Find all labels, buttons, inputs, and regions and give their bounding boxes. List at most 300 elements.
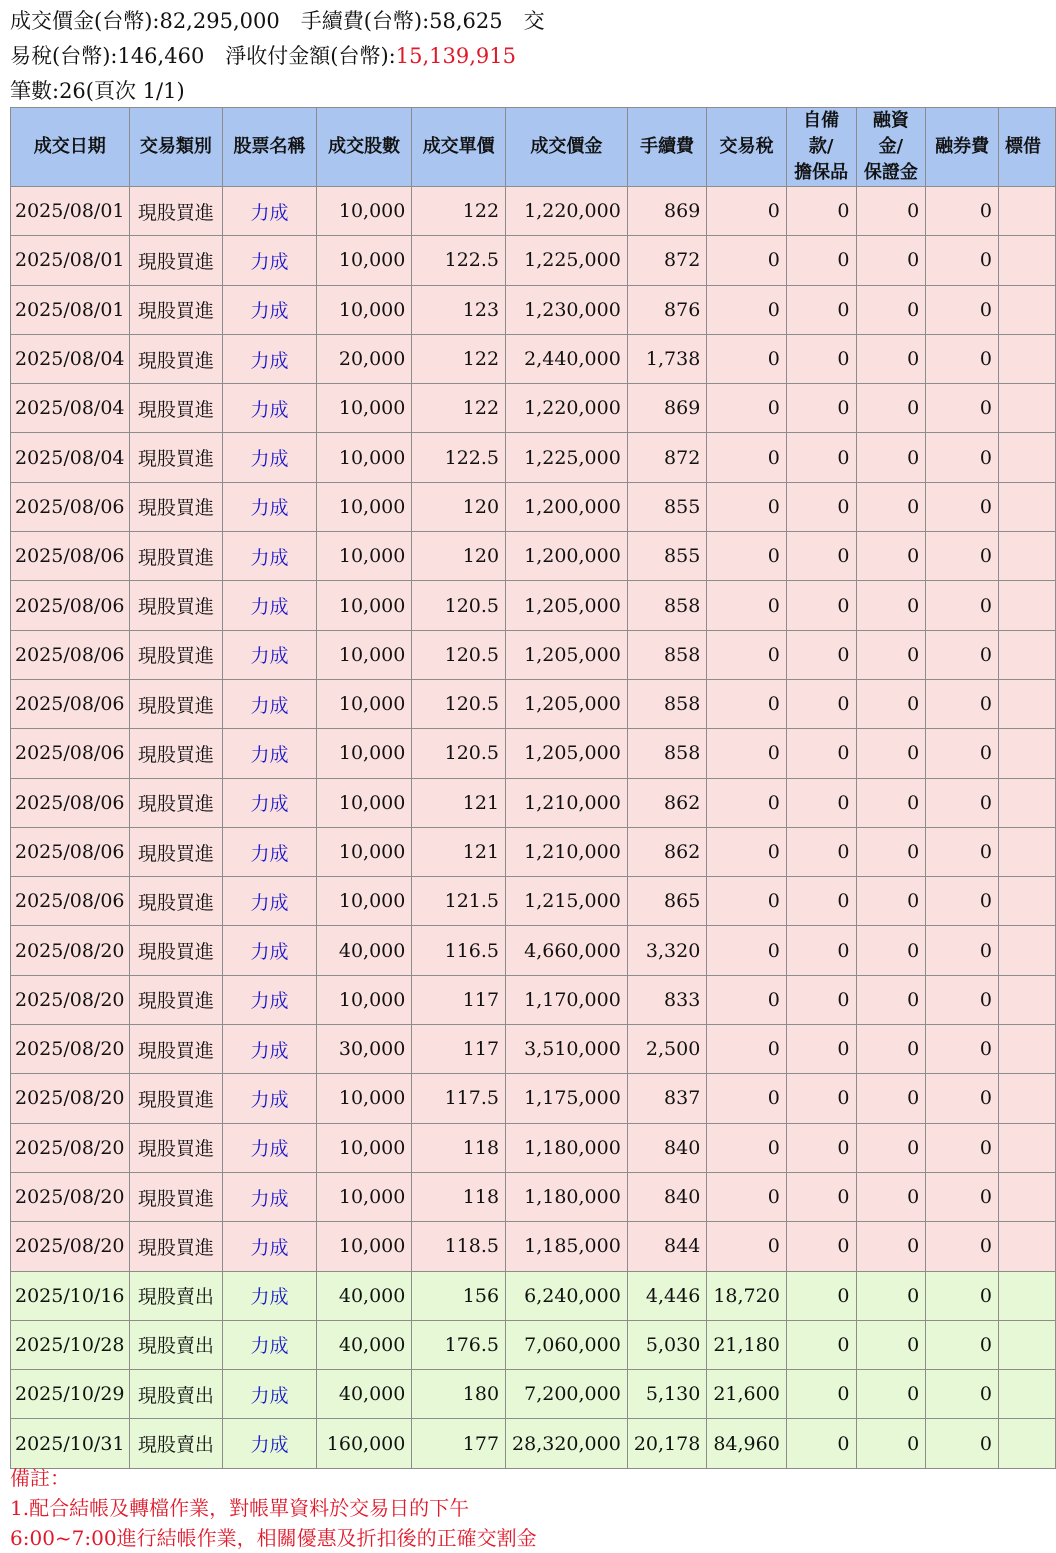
stock-name-link[interactable]: 力成	[223, 433, 317, 482]
header-trade-amount: 成交價金	[506, 108, 628, 187]
cell-fee: 1,738	[627, 334, 706, 383]
cell-trade-type: 現股買進	[129, 877, 223, 926]
cell-trade-amount: 1,215,000	[506, 877, 628, 926]
header-borrow: 標借	[998, 108, 1055, 187]
cell-shares: 10,000	[316, 630, 412, 679]
stock-name-link[interactable]: 力成	[223, 334, 317, 383]
cell-trade-amount: 6,240,000	[506, 1271, 628, 1320]
cell-unit-price: 120.5	[412, 630, 506, 679]
cell-trade-type: 現股買進	[129, 827, 223, 876]
stock-name-link[interactable]: 力成	[223, 1172, 317, 1221]
cell-tax: 0	[707, 1172, 786, 1221]
cell-tax: 0	[707, 679, 786, 728]
cell-margin: 0	[856, 975, 926, 1024]
cell-trade-date: 2025/10/28	[11, 1320, 130, 1369]
cell-trade-date: 2025/08/06	[11, 532, 130, 581]
notes-line-1-number: 1.	[10, 1496, 30, 1520]
cell-trade-amount: 1,170,000	[506, 975, 628, 1024]
table-row	[11, 433, 1056, 482]
stock-name-link[interactable]: 力成	[223, 482, 317, 531]
cell-borrow	[998, 1025, 1055, 1074]
cell-trade-date: 2025/10/31	[11, 1419, 130, 1468]
cell-shares: 10,000	[316, 285, 412, 334]
header-fee: 手續費	[627, 108, 706, 187]
cell-trade-amount: 1,200,000	[506, 482, 628, 531]
cell-own-funds: 0	[786, 482, 856, 531]
cell-shares: 10,000	[316, 384, 412, 433]
cell-trade-amount: 1,205,000	[506, 581, 628, 630]
cell-short-fee: 0	[926, 1222, 999, 1271]
cell-unit-price: 180	[412, 1370, 506, 1419]
net-amount-value: 15,139,915	[395, 44, 517, 68]
header-own-funds-collateral: 自備款/ 擔保品	[786, 108, 856, 187]
cell-trade-type: 現股買進	[129, 334, 223, 383]
cell-short-fee: 0	[926, 236, 999, 285]
cell-borrow	[998, 285, 1055, 334]
cell-trade-type: 現股買進	[129, 532, 223, 581]
cell-trade-type: 現股買進	[129, 236, 223, 285]
table-row	[11, 1271, 1056, 1320]
notes-line-1	[10, 1493, 537, 1523]
cell-trade-amount: 1,220,000	[506, 187, 628, 236]
stock-name-link[interactable]: 力成	[223, 1222, 317, 1271]
cell-borrow	[998, 778, 1055, 827]
table-row	[11, 187, 1056, 236]
cell-trade-type: 現股買進	[129, 433, 223, 482]
header-unit-price: 成交單價	[412, 108, 506, 187]
cell-trade-type: 現股買進	[129, 630, 223, 679]
table-row	[11, 1025, 1056, 1074]
cell-short-fee: 0	[926, 581, 999, 630]
cell-trade-amount: 1,205,000	[506, 729, 628, 778]
cell-tax: 0	[707, 630, 786, 679]
header-stock-name: 股票名稱	[223, 108, 317, 187]
cell-short-fee: 0	[926, 384, 999, 433]
cell-unit-price: 118.5	[412, 1222, 506, 1271]
stock-name-link[interactable]: 力成	[223, 581, 317, 630]
cell-trade-amount: 4,660,000	[506, 926, 628, 975]
cell-trade-type: 現股賣出	[129, 1419, 223, 1468]
cell-shares: 10,000	[316, 877, 412, 926]
trade-table-body	[11, 187, 1056, 1469]
cell-fee: 20,178	[627, 1419, 706, 1468]
cell-own-funds: 0	[786, 729, 856, 778]
cell-unit-price: 176.5	[412, 1320, 506, 1369]
cell-own-funds: 0	[786, 877, 856, 926]
cell-own-funds: 0	[786, 433, 856, 482]
cell-margin: 0	[856, 1320, 926, 1369]
cell-trade-amount: 1,210,000	[506, 827, 628, 876]
cell-trade-amount: 28,320,000	[506, 1419, 628, 1468]
table-row	[11, 926, 1056, 975]
cell-own-funds: 0	[786, 827, 856, 876]
cell-tax: 21,600	[707, 1370, 786, 1419]
cell-trade-date: 2025/08/20	[11, 1074, 130, 1123]
cell-borrow	[998, 433, 1055, 482]
table-row	[11, 334, 1056, 383]
cell-fee: 858	[627, 679, 706, 728]
cell-unit-price: 120.5	[412, 729, 506, 778]
cell-shares: 10,000	[316, 778, 412, 827]
cell-trade-type: 現股買進	[129, 975, 223, 1024]
stock-name-link[interactable]: 力成	[223, 532, 317, 581]
cell-own-funds: 0	[786, 1271, 856, 1320]
cell-own-funds: 0	[786, 975, 856, 1024]
cell-tax: 0	[707, 384, 786, 433]
cell-tax: 0	[707, 1074, 786, 1123]
cell-trade-amount: 7,060,000	[506, 1320, 628, 1369]
stock-name-link[interactable]: 力成	[223, 285, 317, 334]
cell-unit-price: 121.5	[412, 877, 506, 926]
cell-tax: 0	[707, 433, 786, 482]
cell-fee: 5,130	[627, 1370, 706, 1419]
cell-trade-amount: 1,185,000	[506, 1222, 628, 1271]
summary-record-count: 筆數:26(頁次 1/1)	[10, 79, 185, 103]
cell-own-funds: 0	[786, 581, 856, 630]
cell-trade-type: 現股買進	[129, 778, 223, 827]
cell-own-funds: 0	[786, 1370, 856, 1419]
table-row	[11, 581, 1056, 630]
cell-trade-amount: 1,205,000	[506, 630, 628, 679]
cell-fee: 5,030	[627, 1320, 706, 1369]
notes-title: 備註：	[10, 1466, 70, 1490]
cell-trade-amount: 1,210,000	[506, 778, 628, 827]
cell-tax: 0	[707, 532, 786, 581]
cell-trade-date: 2025/08/20	[11, 1123, 130, 1172]
cell-tax: 0	[707, 729, 786, 778]
stock-name-link[interactable]: 力成	[223, 679, 317, 728]
stock-name-link[interactable]: 力成	[223, 729, 317, 778]
cell-short-fee: 0	[926, 1172, 999, 1221]
cell-trade-type: 現股買進	[129, 679, 223, 728]
cell-fee: 872	[627, 236, 706, 285]
cell-borrow	[998, 1074, 1055, 1123]
cell-margin: 0	[856, 1222, 926, 1271]
cell-trade-type: 現股賣出	[129, 1271, 223, 1320]
cell-trade-date: 2025/08/06	[11, 581, 130, 630]
cell-trade-type: 現股買進	[129, 1222, 223, 1271]
cell-margin: 0	[856, 1271, 926, 1320]
cell-fee: 869	[627, 384, 706, 433]
cell-shares: 10,000	[316, 729, 412, 778]
cell-trade-date: 2025/08/04	[11, 384, 130, 433]
cell-shares: 10,000	[316, 236, 412, 285]
cell-margin: 0	[856, 1172, 926, 1221]
table-row	[11, 778, 1056, 827]
cell-fee: 876	[627, 285, 706, 334]
header-short-fee: 融券費	[926, 108, 999, 187]
stock-name-link[interactable]: 力成	[223, 1271, 317, 1320]
cell-tax: 0	[707, 778, 786, 827]
cell-tax: 0	[707, 926, 786, 975]
cell-unit-price: 122	[412, 334, 506, 383]
cell-margin: 0	[856, 630, 926, 679]
cell-shares: 40,000	[316, 926, 412, 975]
stock-name-link[interactable]: 力成	[223, 926, 317, 975]
cell-shares: 10,000	[316, 187, 412, 236]
cell-trade-amount: 1,225,000	[506, 236, 628, 285]
cell-short-fee: 0	[926, 1123, 999, 1172]
cell-borrow	[998, 729, 1055, 778]
cell-short-fee: 0	[926, 1370, 999, 1419]
cell-own-funds: 0	[786, 1320, 856, 1369]
cell-margin: 0	[856, 827, 926, 876]
cell-tax: 0	[707, 482, 786, 531]
cell-unit-price: 121	[412, 827, 506, 876]
cell-trade-amount: 1,180,000	[506, 1123, 628, 1172]
cell-trade-amount: 1,205,000	[506, 679, 628, 728]
cell-trade-amount: 1,180,000	[506, 1172, 628, 1221]
cell-borrow	[998, 1123, 1055, 1172]
cell-own-funds: 0	[786, 1172, 856, 1221]
cell-short-fee: 0	[926, 630, 999, 679]
notes-line-2	[10, 1523, 537, 1553]
cell-trade-date: 2025/08/06	[11, 827, 130, 876]
stock-name-link[interactable]: 力成	[223, 778, 317, 827]
cell-tax: 84,960	[707, 1419, 786, 1468]
header-shares: 成交股數	[316, 108, 412, 187]
stock-name-link[interactable]: 力成	[223, 975, 317, 1024]
cell-tax: 21,180	[707, 1320, 786, 1369]
cell-borrow	[998, 630, 1055, 679]
cell-unit-price: 156	[412, 1271, 506, 1320]
cell-own-funds: 0	[786, 1025, 856, 1074]
cell-short-fee: 0	[926, 1320, 999, 1369]
cell-fee: 858	[627, 729, 706, 778]
cell-trade-date: 2025/08/06	[11, 630, 130, 679]
table-row	[11, 679, 1056, 728]
cell-margin: 0	[856, 729, 926, 778]
table-row	[11, 1419, 1056, 1468]
table-row	[11, 827, 1056, 876]
cell-fee: 840	[627, 1123, 706, 1172]
stock-name-link[interactable]: 力成	[223, 236, 317, 285]
cell-trade-date: 2025/08/20	[11, 926, 130, 975]
cell-short-fee: 0	[926, 827, 999, 876]
cell-borrow	[998, 975, 1055, 1024]
cell-margin: 0	[856, 581, 926, 630]
cell-borrow	[998, 532, 1055, 581]
table-row	[11, 482, 1056, 531]
stock-name-link[interactable]: 力成	[223, 877, 317, 926]
table-row	[11, 630, 1056, 679]
cell-borrow	[998, 1172, 1055, 1221]
cell-tax: 0	[707, 285, 786, 334]
cell-trade-date: 2025/08/01	[11, 285, 130, 334]
cell-margin: 0	[856, 1025, 926, 1074]
header-margin-deposit: 融資金/ 保證金	[856, 108, 926, 187]
cell-fee: 865	[627, 877, 706, 926]
summary-tax-label: 易稅(台幣):146,460 淨收付金額(台幣):	[10, 44, 396, 68]
cell-fee: 862	[627, 778, 706, 827]
cell-unit-price: 122.5	[412, 433, 506, 482]
cell-trade-date: 2025/08/04	[11, 433, 130, 482]
cell-trade-type: 現股買進	[129, 1123, 223, 1172]
cell-margin: 0	[856, 1370, 926, 1419]
cell-trade-amount: 1,225,000	[506, 433, 628, 482]
cell-tax: 0	[707, 1222, 786, 1271]
table-row	[11, 877, 1056, 926]
cell-short-fee: 0	[926, 926, 999, 975]
cell-trade-type: 現股買進	[129, 187, 223, 236]
cell-margin: 0	[856, 384, 926, 433]
cell-fee: 858	[627, 581, 706, 630]
cell-short-fee: 0	[926, 679, 999, 728]
cell-margin: 0	[856, 877, 926, 926]
cell-trade-type: 現股買進	[129, 1172, 223, 1221]
stock-name-link[interactable]: 力成	[223, 384, 317, 433]
cell-trade-amount: 2,440,000	[506, 334, 628, 383]
cell-unit-price: 117.5	[412, 1074, 506, 1123]
cell-own-funds: 0	[786, 285, 856, 334]
cell-shares: 10,000	[316, 532, 412, 581]
notes-line-1-text: 配合結帳及轉檔作業，對帳單資料於交易日的下午	[29, 1496, 470, 1520]
cell-tax: 0	[707, 236, 786, 285]
stock-name-link[interactable]: 力成	[223, 1123, 317, 1172]
cell-unit-price: 122	[412, 187, 506, 236]
cell-borrow	[998, 1271, 1055, 1320]
cell-unit-price: 120	[412, 532, 506, 581]
trade-table	[10, 107, 1056, 1469]
cell-borrow	[998, 334, 1055, 383]
cell-borrow	[998, 1222, 1055, 1271]
cell-shares: 10,000	[316, 1172, 412, 1221]
table-row	[11, 1222, 1056, 1271]
notes-block	[10, 1463, 537, 1553]
cell-fee: 833	[627, 975, 706, 1024]
cell-trade-amount: 7,200,000	[506, 1370, 628, 1419]
cell-borrow	[998, 1370, 1055, 1419]
cell-unit-price: 121	[412, 778, 506, 827]
cell-borrow	[998, 877, 1055, 926]
cell-tax: 0	[707, 877, 786, 926]
cell-tax: 0	[707, 1025, 786, 1074]
cell-short-fee: 0	[926, 1074, 999, 1123]
cell-trade-date: 2025/08/20	[11, 1222, 130, 1271]
cell-trade-date: 2025/08/06	[11, 877, 130, 926]
cell-own-funds: 0	[786, 532, 856, 581]
cell-short-fee: 0	[926, 877, 999, 926]
cell-tax: 0	[707, 187, 786, 236]
cell-short-fee: 0	[926, 482, 999, 531]
cell-tax: 18,720	[707, 1271, 786, 1320]
summary-line-amount-fee: 成交價金(台幣):82,295,000 手續費(台幣):58,625 交	[10, 9, 545, 33]
cell-trade-type: 現股買進	[129, 482, 223, 531]
stock-name-link[interactable]: 力成	[223, 1074, 317, 1123]
cell-margin: 0	[856, 679, 926, 728]
cell-own-funds: 0	[786, 1123, 856, 1172]
cell-short-fee: 0	[926, 1025, 999, 1074]
cell-short-fee: 0	[926, 532, 999, 581]
cell-shares: 10,000	[316, 1074, 412, 1123]
cell-short-fee: 0	[926, 729, 999, 778]
cell-shares: 10,000	[316, 1123, 412, 1172]
table-row	[11, 975, 1056, 1024]
cell-short-fee: 0	[926, 187, 999, 236]
cell-shares: 20,000	[316, 334, 412, 383]
stock-name-link[interactable]: 力成	[223, 630, 317, 679]
summary-block	[10, 4, 545, 109]
cell-shares: 10,000	[316, 482, 412, 531]
table-row	[11, 1370, 1056, 1419]
table-row	[11, 236, 1056, 285]
cell-unit-price: 177	[412, 1419, 506, 1468]
cell-unit-price: 116.5	[412, 926, 506, 975]
cell-fee: 844	[627, 1222, 706, 1271]
cell-trade-date: 2025/08/01	[11, 187, 130, 236]
cell-trade-date: 2025/08/04	[11, 334, 130, 383]
cell-trade-date: 2025/08/20	[11, 975, 130, 1024]
cell-unit-price: 120	[412, 482, 506, 531]
cell-own-funds: 0	[786, 926, 856, 975]
cell-margin: 0	[856, 236, 926, 285]
table-row	[11, 1172, 1056, 1221]
stock-name-link[interactable]: 力成	[223, 827, 317, 876]
cell-tax: 0	[707, 334, 786, 383]
cell-margin: 0	[856, 926, 926, 975]
cell-borrow	[998, 1419, 1055, 1468]
cell-shares: 10,000	[316, 679, 412, 728]
cell-trade-date: 2025/08/06	[11, 482, 130, 531]
cell-unit-price: 120.5	[412, 679, 506, 728]
cell-borrow	[998, 384, 1055, 433]
cell-own-funds: 0	[786, 187, 856, 236]
cell-shares: 10,000	[316, 975, 412, 1024]
cell-trade-amount: 1,220,000	[506, 384, 628, 433]
cell-trade-date: 2025/08/01	[11, 236, 130, 285]
cell-fee: 2,500	[627, 1025, 706, 1074]
cell-trade-amount: 1,230,000	[506, 285, 628, 334]
cell-margin: 0	[856, 778, 926, 827]
cell-trade-type: 現股賣出	[129, 1370, 223, 1419]
cell-unit-price: 118	[412, 1123, 506, 1172]
cell-borrow	[998, 187, 1055, 236]
cell-trade-date: 2025/10/16	[11, 1271, 130, 1320]
cell-short-fee: 0	[926, 975, 999, 1024]
cell-margin: 0	[856, 1123, 926, 1172]
cell-short-fee: 0	[926, 285, 999, 334]
cell-trade-type: 現股買進	[129, 384, 223, 433]
cell-own-funds: 0	[786, 334, 856, 383]
cell-borrow	[998, 482, 1055, 531]
cell-own-funds: 0	[786, 1074, 856, 1123]
cell-margin: 0	[856, 1074, 926, 1123]
cell-tax: 0	[707, 975, 786, 1024]
cell-tax: 0	[707, 827, 786, 876]
cell-unit-price: 122	[412, 384, 506, 433]
cell-unit-price: 117	[412, 1025, 506, 1074]
stock-name-link[interactable]: 力成	[223, 1419, 317, 1468]
stock-name-link[interactable]: 力成	[223, 187, 317, 236]
table-header-row	[11, 108, 1056, 187]
cell-fee: 869	[627, 187, 706, 236]
cell-shares: 40,000	[316, 1271, 412, 1320]
stock-name-link[interactable]: 力成	[223, 1025, 317, 1074]
cell-trade-amount: 1,200,000	[506, 532, 628, 581]
cell-fee: 840	[627, 1172, 706, 1221]
cell-own-funds: 0	[786, 778, 856, 827]
cell-tax: 0	[707, 1123, 786, 1172]
cell-margin: 0	[856, 187, 926, 236]
cell-unit-price: 120.5	[412, 581, 506, 630]
stock-name-link[interactable]: 力成	[223, 1320, 317, 1369]
cell-trade-type: 現股買進	[129, 729, 223, 778]
table-row	[11, 1320, 1056, 1369]
cell-own-funds: 0	[786, 236, 856, 285]
cell-short-fee: 0	[926, 1271, 999, 1320]
stock-name-link[interactable]: 力成	[223, 1370, 317, 1419]
cell-shares: 10,000	[316, 433, 412, 482]
